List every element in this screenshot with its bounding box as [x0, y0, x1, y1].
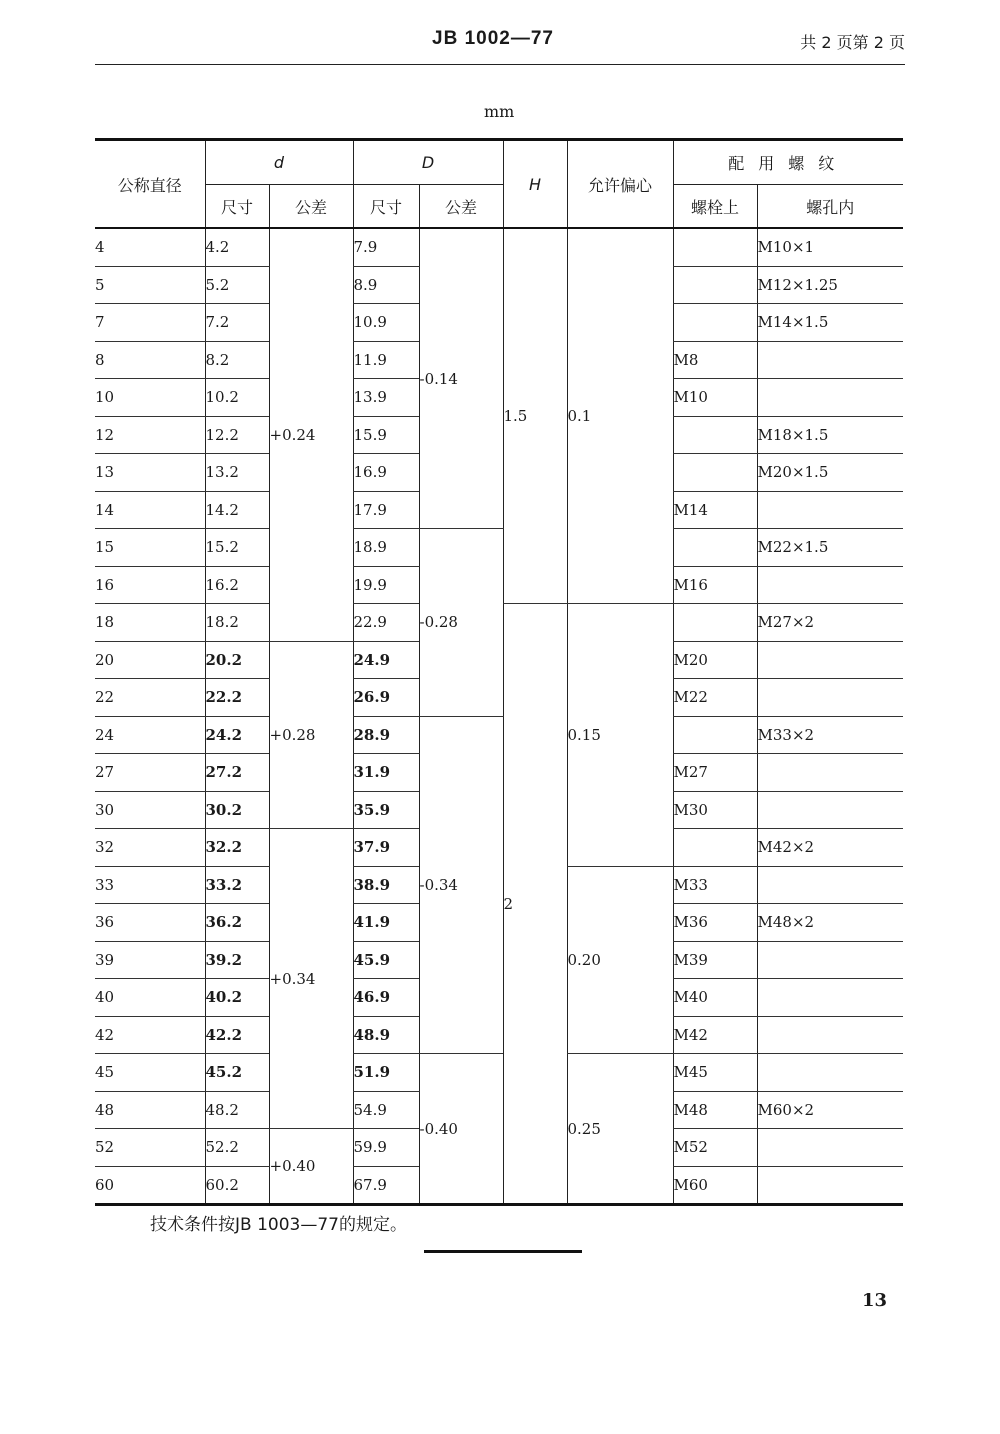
cell-nominal-diameter: 18 [95, 604, 205, 642]
cell-hole-thread: M27×2 [757, 604, 903, 642]
cell-bolt-thread [673, 529, 757, 567]
cell-eccentricity: 0.20 [567, 866, 673, 1054]
cell-D-tolerance: -0.28 [419, 529, 503, 717]
cell-bolt-thread [673, 416, 757, 454]
cell-bolt-thread: M42 [673, 1016, 757, 1054]
cell-bolt-thread: M36 [673, 904, 757, 942]
cell-hole-thread [757, 1016, 903, 1054]
cell-d-size: 33.2 [205, 866, 269, 904]
cell-D-size: 37.9 [353, 829, 419, 867]
cell-nominal-diameter: 8 [95, 341, 205, 379]
cell-D-size: 13.9 [353, 379, 419, 417]
cell-d-size: 10.2 [205, 379, 269, 417]
cell-hole-thread: M18×1.5 [757, 416, 903, 454]
cell-nominal-diameter: 36 [95, 904, 205, 942]
cell-nominal-diameter: 16 [95, 566, 205, 604]
cell-D-size: 10.9 [353, 304, 419, 342]
cell-eccentricity: 0.1 [567, 228, 673, 604]
cell-hole-thread: M42×2 [757, 829, 903, 867]
header-D-group: D [353, 140, 503, 185]
cell-hole-thread [757, 1166, 903, 1205]
cell-d-size: 27.2 [205, 754, 269, 792]
cell-hole-thread [757, 791, 903, 829]
cell-bolt-thread [673, 716, 757, 754]
cell-d-size: 16.2 [205, 566, 269, 604]
cell-D-size: 48.9 [353, 1016, 419, 1054]
cell-bolt-thread: M14 [673, 491, 757, 529]
cell-d-size: 52.2 [205, 1129, 269, 1167]
cell-nominal-diameter: 10 [95, 379, 205, 417]
cell-eccentricity: 0.15 [567, 604, 673, 867]
cell-nominal-diameter: 14 [95, 491, 205, 529]
cell-bolt-thread: M22 [673, 679, 757, 717]
cell-d-size: 30.2 [205, 791, 269, 829]
header-mating-thread: 配用螺纹 [673, 140, 903, 185]
cell-d-size: 7.2 [205, 304, 269, 342]
cell-d-size: 12.2 [205, 416, 269, 454]
end-rule [424, 1250, 582, 1253]
cell-bolt-thread [673, 829, 757, 867]
cell-hole-thread [757, 941, 903, 979]
cell-nominal-diameter: 15 [95, 529, 205, 567]
cell-nominal-diameter: 39 [95, 941, 205, 979]
cell-D-size: 38.9 [353, 866, 419, 904]
cell-bolt-thread: M39 [673, 941, 757, 979]
cell-hole-thread: M60×2 [757, 1091, 903, 1129]
cell-d-size: 14.2 [205, 491, 269, 529]
cell-D-tolerance: -0.34 [419, 716, 503, 1054]
cell-eccentricity: 0.25 [567, 1054, 673, 1205]
cell-nominal-diameter: 32 [95, 829, 205, 867]
cell-hole-thread: M22×1.5 [757, 529, 903, 567]
cell-nominal-diameter: 5 [95, 266, 205, 304]
cell-d-size: 8.2 [205, 341, 269, 379]
technical-conditions-note: 技术条件按JB 1003—77的规定。 [150, 1215, 407, 1235]
cell-d-tolerance: +0.34 [269, 829, 353, 1129]
header-D-size: 尺寸 [353, 185, 419, 229]
cell-nominal-diameter: 52 [95, 1129, 205, 1167]
cell-nominal-diameter: 13 [95, 454, 205, 492]
cell-D-size: 16.9 [353, 454, 419, 492]
cell-D-tolerance: -0.40 [419, 1054, 503, 1205]
cell-bolt-thread [673, 228, 757, 266]
cell-D-size: 15.9 [353, 416, 419, 454]
cell-bolt-thread: M40 [673, 979, 757, 1017]
cell-hole-thread [757, 491, 903, 529]
cell-hole-thread: M48×2 [757, 904, 903, 942]
cell-d-size: 40.2 [205, 979, 269, 1017]
cell-hole-thread [757, 679, 903, 717]
cell-D-size: 59.9 [353, 1129, 419, 1167]
cell-nominal-diameter: 30 [95, 791, 205, 829]
header-nominal-diameter: 公称直径 [95, 140, 205, 229]
cell-bolt-thread: M45 [673, 1054, 757, 1092]
cell-bolt-thread: M16 [673, 566, 757, 604]
cell-d-size: 36.2 [205, 904, 269, 942]
cell-D-size: 45.9 [353, 941, 419, 979]
cell-D-size: 8.9 [353, 266, 419, 304]
cell-bolt-thread: M20 [673, 641, 757, 679]
cell-d-size: 45.2 [205, 1054, 269, 1092]
cell-nominal-diameter: 42 [95, 1016, 205, 1054]
cell-bolt-thread [673, 266, 757, 304]
cell-hole-thread [757, 566, 903, 604]
cell-bolt-thread: M60 [673, 1166, 757, 1205]
cell-hole-thread: M10×1 [757, 228, 903, 266]
cell-d-size: 4.2 [205, 228, 269, 266]
cell-D-size: 17.9 [353, 491, 419, 529]
cell-D-size: 18.9 [353, 529, 419, 567]
cell-hole-thread [757, 979, 903, 1017]
cell-bolt-thread: M8 [673, 341, 757, 379]
standard-number: JB 1002—77 [432, 28, 554, 49]
header-H: H [503, 140, 567, 229]
cell-D-size: 11.9 [353, 341, 419, 379]
cell-hole-thread [757, 1129, 903, 1167]
cell-hole-thread: M33×2 [757, 716, 903, 754]
cell-nominal-diameter: 33 [95, 866, 205, 904]
cell-D-size: 28.9 [353, 716, 419, 754]
cell-nominal-diameter: 20 [95, 641, 205, 679]
cell-bolt-thread: M27 [673, 754, 757, 792]
cell-H: 1.5 [503, 228, 567, 604]
cell-D-tolerance: -0.14 [419, 228, 503, 529]
cell-bolt-thread: M33 [673, 866, 757, 904]
header-d-tolerance: 公差 [269, 185, 353, 229]
header-rule [95, 64, 905, 65]
cell-nominal-diameter: 27 [95, 754, 205, 792]
cell-nominal-diameter: 12 [95, 416, 205, 454]
cell-D-size: 54.9 [353, 1091, 419, 1129]
cell-nominal-diameter: 48 [95, 1091, 205, 1129]
cell-nominal-diameter: 45 [95, 1054, 205, 1092]
cell-D-size: 67.9 [353, 1166, 419, 1205]
cell-bolt-thread [673, 604, 757, 642]
cell-bolt-thread: M10 [673, 379, 757, 417]
cell-H: 2 [503, 604, 567, 1205]
cell-D-size: 7.9 [353, 228, 419, 266]
cell-d-tolerance: +0.24 [269, 228, 353, 641]
unit-label: mm [484, 102, 515, 121]
cell-d-size: 5.2 [205, 266, 269, 304]
table-row [95, 228, 903, 266]
cell-D-size: 31.9 [353, 754, 419, 792]
cell-d-size: 20.2 [205, 641, 269, 679]
header-allowed-eccentricity: 允许偏心 [567, 140, 673, 229]
cell-d-size: 32.2 [205, 829, 269, 867]
cell-d-size: 15.2 [205, 529, 269, 567]
header-in-hole: 螺孔内 [757, 185, 903, 229]
cell-d-size: 60.2 [205, 1166, 269, 1205]
cell-hole-thread [757, 1054, 903, 1092]
cell-nominal-diameter: 60 [95, 1175, 115, 1194]
cell-d-size: 39.2 [205, 941, 269, 979]
dimension-table [95, 138, 903, 1206]
cell-D-size: 51.9 [353, 1054, 419, 1092]
cell-d-tolerance: +0.40 [269, 1129, 353, 1205]
cell-bolt-thread: M30 [673, 791, 757, 829]
cell-hole-thread: M20×1.5 [757, 454, 903, 492]
header-D-tolerance: 公差 [419, 185, 503, 229]
cell-nominal-diameter: 24 [95, 716, 205, 754]
cell-D-size: 41.9 [353, 904, 419, 942]
cell-d-size: 42.2 [205, 1016, 269, 1054]
table-row [95, 529, 903, 567]
cell-nominal-diameter: 7 [95, 304, 205, 342]
cell-d-tolerance: +0.28 [269, 641, 353, 829]
cell-nominal-diameter: 4 [95, 228, 205, 266]
header-on-bolt: 螺栓上 [673, 185, 757, 229]
table-row [95, 1054, 903, 1092]
cell-nominal-diameter: 40 [95, 979, 205, 1017]
cell-D-size: 26.9 [353, 679, 419, 717]
cell-d-size: 48.2 [205, 1091, 269, 1129]
table-row [95, 716, 903, 754]
cell-d-size: 24.2 [205, 716, 269, 754]
cell-bolt-thread [673, 304, 757, 342]
page-number: 13 [862, 1290, 888, 1311]
cell-bolt-thread: M52 [673, 1129, 757, 1167]
cell-D-size: 35.9 [353, 791, 419, 829]
cell-hole-thread [757, 754, 903, 792]
cell-nominal-diameter: 22 [95, 679, 205, 717]
cell-bolt-thread: M48 [673, 1091, 757, 1129]
cell-D-size: 46.9 [353, 979, 419, 1017]
cell-hole-thread [757, 379, 903, 417]
cell-hole-thread: M14×1.5 [757, 304, 903, 342]
cell-D-size: 24.9 [353, 641, 419, 679]
cell-bolt-thread [673, 454, 757, 492]
cell-hole-thread [757, 341, 903, 379]
cell-d-size: 13.2 [205, 454, 269, 492]
cell-d-size: 22.2 [205, 679, 269, 717]
cell-D-size: 22.9 [353, 604, 419, 642]
cell-d-size: 18.2 [205, 604, 269, 642]
page-header [95, 22, 905, 62]
cell-hole-thread [757, 641, 903, 679]
page-of-indicator: 共 2 页第 2 页 [800, 33, 905, 52]
cell-hole-thread: M12×1.25 [757, 266, 903, 304]
cell-hole-thread [757, 866, 903, 904]
header-d-size: 尺寸 [205, 185, 269, 229]
header-d-group: d [205, 140, 353, 185]
cell-D-size: 19.9 [353, 566, 419, 604]
